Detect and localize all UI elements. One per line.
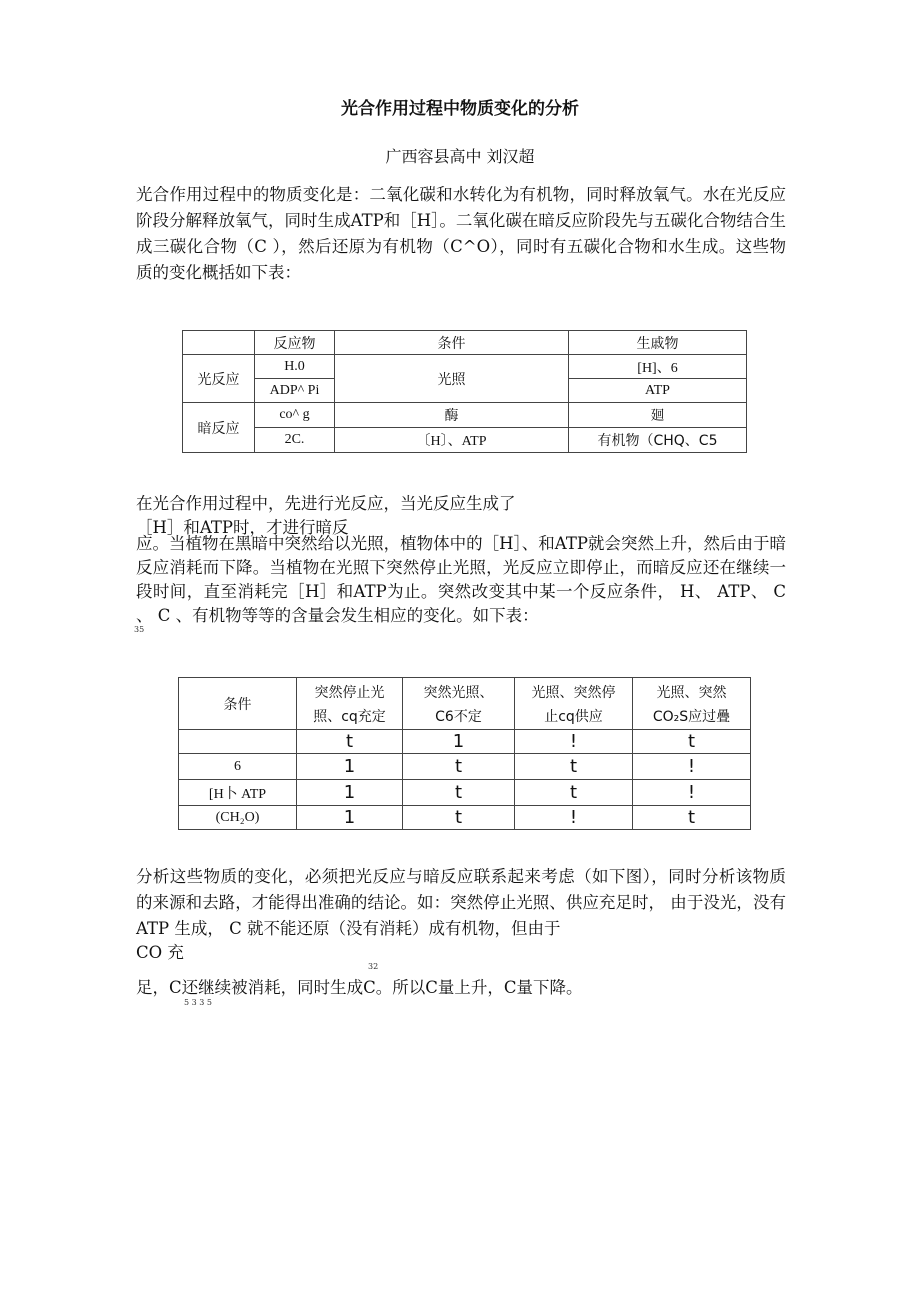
table-cell: ! <box>515 730 633 754</box>
dark-reactant-2: 2C. <box>255 428 335 453</box>
light-reactant-2: ADP^ Pi <box>255 379 335 403</box>
col4-line2: CO₂S应过疊 <box>652 708 731 725</box>
dark-reactant-1: co^ g <box>255 403 335 428</box>
table-cell: 1 <box>297 754 403 780</box>
table-cell: t <box>515 780 633 806</box>
table-cell: ! <box>515 806 633 830</box>
para3-body: 分析这些物质的变化，必须把光反应与暗反应联系起来考虑（如下图），同时分析该物质的来源和去路，才能得出准确的结论。如：突然停止光照、供应充足时， 由于没光，没有 ATP 生成， C 就不能还原（没有消耗）成有机物，但由于 <box>136 867 786 938</box>
table1-header-blank <box>183 331 255 355</box>
table-cell: t <box>403 806 515 830</box>
col4-line1: 光照、突然 <box>656 684 727 701</box>
footnote-5335: 5 3 3 5 <box>184 998 212 1007</box>
table-cell: t <box>515 754 633 780</box>
table-cell: ! <box>633 754 751 780</box>
dark-condition-1: 酶 <box>335 403 569 428</box>
table-row <box>179 780 751 806</box>
col2-line2: C6不定 <box>435 708 482 725</box>
row-label: [H卜 ATP <box>179 780 297 806</box>
row-label: (CH₂O) <box>179 806 297 830</box>
table1-header-condition: 条件 <box>335 331 569 355</box>
col1-line1: 突然停止光 <box>314 684 385 701</box>
table2-header-condition: 条件 <box>179 678 297 730</box>
table-cell: t <box>633 730 751 754</box>
table1-header-product: 生戚物 <box>569 331 747 355</box>
para3-co-line: CO 充 <box>136 943 184 962</box>
light-product-1: [H]、6 <box>569 355 747 379</box>
table2-col-header-4 <box>633 678 751 730</box>
table-cell: 1 <box>297 780 403 806</box>
intro-paragraph: 光合作用过程中的物质变化是：二氧化碳和水转化为有机物，同时释放氧气。水在光反应阶段分解释放氧气，同时生成ATP和［H］。二氧化碳在暗反应阶段先与五碳化合物结合生成三碳化合物（C ），然后还原为有机物（C^O），同时有五碳化合物和水生成。这些物质的变化概括如下表： <box>136 185 786 282</box>
table2-col-header-3 <box>515 678 633 730</box>
light-reaction-label: 光反应 <box>183 355 255 403</box>
table-row <box>179 754 751 780</box>
table-cell: t <box>403 754 515 780</box>
table-cell: ! <box>633 780 751 806</box>
row-label <box>179 730 297 754</box>
row-label: 6 <box>179 754 297 780</box>
table1-header-reactant: 反应物 <box>255 331 335 355</box>
para2-body: 应。当植物在黑暗中突然给以光照，植物体中的［H］、和ATP就会突然上升，然后由于暗反应消耗而下降。当植物在光照下突然停止光照，光反应立即停止，而暗反应还在继续一段时间，直至消耗完［H］和ATP为止。突然改变其中某一个反应条件， H、 ATP、 C 、 C 、有机物等等的含量会发生相应的变化。如下表： <box>136 534 786 625</box>
table2-col-header-1 <box>297 678 403 730</box>
para2-line1: 在光合作用过程中，先进行光反应，当光反应生成了 <box>136 494 516 513</box>
footnote-35: 35 <box>134 625 145 634</box>
change-table <box>178 677 751 830</box>
table-row <box>179 806 751 830</box>
light-condition: 光照 <box>335 355 569 403</box>
dark-reaction-label: 暗反应 <box>183 403 255 453</box>
table-cell: 1 <box>403 730 515 754</box>
col2-line1: 突然光照、 <box>423 684 494 701</box>
table-row <box>179 730 751 754</box>
col3-line1: 光照、突然停 <box>531 684 616 701</box>
dark-condition-2: 〔H〕、ATP <box>335 428 569 453</box>
table-cell: t <box>403 780 515 806</box>
table-cell: t <box>297 730 403 754</box>
light-product-2: ATP <box>569 379 747 403</box>
col1-line2: 照、cq充定 <box>313 708 386 725</box>
author-line: 广西容县高中 刘汉超 <box>385 147 535 166</box>
para3-last-line: 足，C还继续被消耗，同时生成C。所以C量上升，C量下降。 <box>136 978 583 997</box>
reaction-table <box>182 330 747 453</box>
dark-product-1: 廻 <box>569 403 747 428</box>
para2-line2: ［H］和ATP时，才进行暗反 <box>136 518 349 537</box>
table-cell: t <box>633 806 751 830</box>
light-reactant-1: H.0 <box>255 355 335 379</box>
table2-col-header-2 <box>403 678 515 730</box>
table-cell: 1 <box>297 806 403 830</box>
dark-product-2: 有机物（CHQ、C5 <box>569 428 747 453</box>
page-title: 光合作用过程中物质变化的分析 <box>341 99 579 119</box>
footnote-32: 32 <box>368 962 379 971</box>
col3-line2: 止cq供应 <box>544 708 603 725</box>
